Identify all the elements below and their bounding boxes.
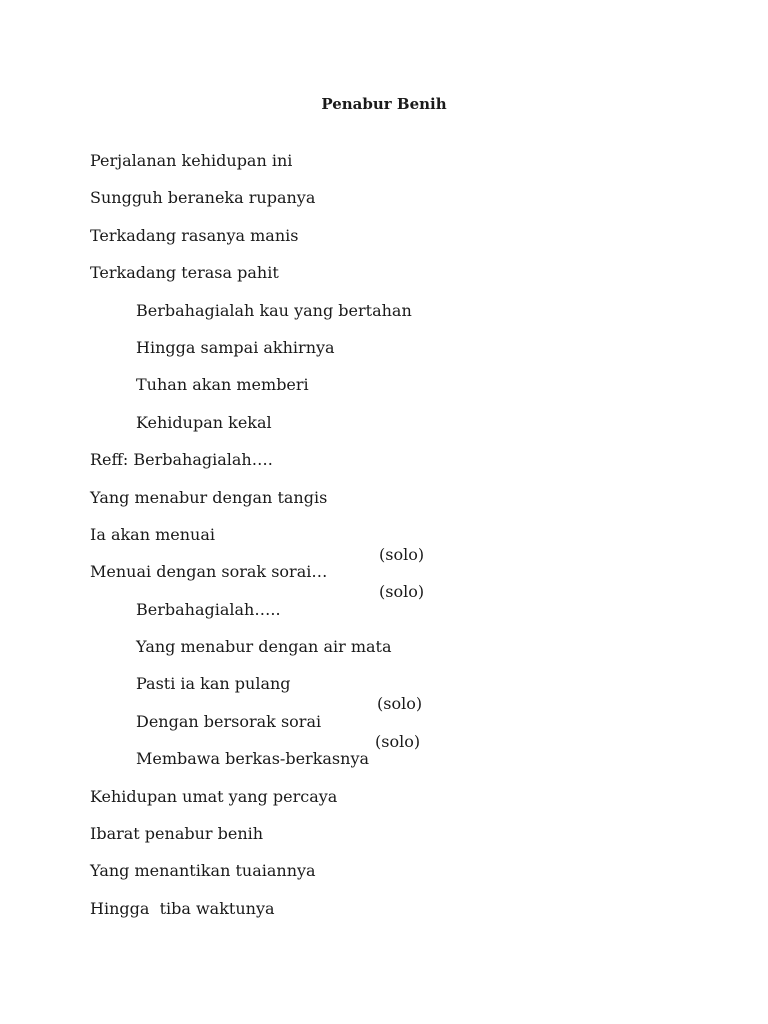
solo-note: (solo) — [379, 544, 425, 564]
page-title: Penabur Benih — [321, 95, 447, 113]
lyric-text: Menuai dengan sorak sorai… — [90, 562, 328, 582]
solo-note: (solo) — [377, 694, 423, 714]
lyric-text: Berbahagialah….. — [136, 599, 281, 619]
solo-note: (solo) — [379, 582, 425, 602]
lyric-line-indented — [90, 318, 710, 355]
lyric-line — [90, 505, 710, 564]
lyric-text: Terkadang terasa pahit — [90, 263, 279, 283]
lyrics-body — [90, 131, 710, 916]
lyric-line — [90, 468, 710, 505]
lyric-line-refrain — [90, 430, 710, 470]
lyric-line-indented — [90, 580, 710, 617]
lyric-text: Ibarat penabur benih — [90, 824, 264, 844]
lyric-line-indented — [90, 281, 710, 318]
lyric-text: Terkadang rasanya manis — [90, 225, 299, 245]
lyric-line-indented — [90, 617, 710, 657]
lyric-line — [90, 879, 710, 916]
lyric-line-indented — [90, 393, 710, 430]
lyric-text: Kehidupan kekal — [136, 412, 272, 432]
lyric-line — [90, 542, 710, 602]
lyric-line-indented — [90, 355, 710, 395]
lyric-line — [90, 131, 710, 168]
lyric-text: Tuhan akan memberi — [136, 375, 309, 395]
lyric-line — [90, 767, 710, 804]
lyric-line — [90, 206, 710, 243]
lyric-text: Ia akan menuai — [90, 524, 216, 544]
lyric-line-indented — [90, 692, 710, 751]
lyric-text: Yang menantikan tuaiannya — [90, 861, 316, 881]
solo-note: (solo) — [375, 731, 421, 751]
lyric-line — [90, 841, 710, 881]
lyric-text: Perjalanan kehidupan ini — [90, 151, 293, 170]
lyric-text: Reff: Berbahagialah…. — [90, 450, 273, 470]
lyric-line — [90, 804, 710, 844]
lyric-text: Pasti ia kan pulang — [136, 674, 291, 694]
lyric-text: Hingga tiba waktunya — [90, 898, 275, 918]
lyric-text: Hingga sampai akhirnya — [136, 337, 335, 357]
lyric-text: Sungguh beraneka rupanya — [90, 188, 316, 208]
lyric-text: Yang menabur dengan air mata — [136, 637, 392, 657]
lyric-line — [90, 168, 710, 208]
lyric-text: Berbahagialah kau yang bertahan — [136, 300, 412, 320]
lyric-text: Dengan bersorak sorai — [136, 711, 322, 731]
lyric-line-indented — [90, 729, 710, 769]
lyric-line-indented — [90, 654, 710, 714]
lyric-text: Membawa berkas-berkasnya — [136, 749, 370, 769]
lyric-text: Yang menabur dengan tangis — [90, 487, 328, 507]
lyric-line — [90, 243, 710, 283]
lyric-text: Kehidupan umat yang percaya — [90, 786, 338, 806]
